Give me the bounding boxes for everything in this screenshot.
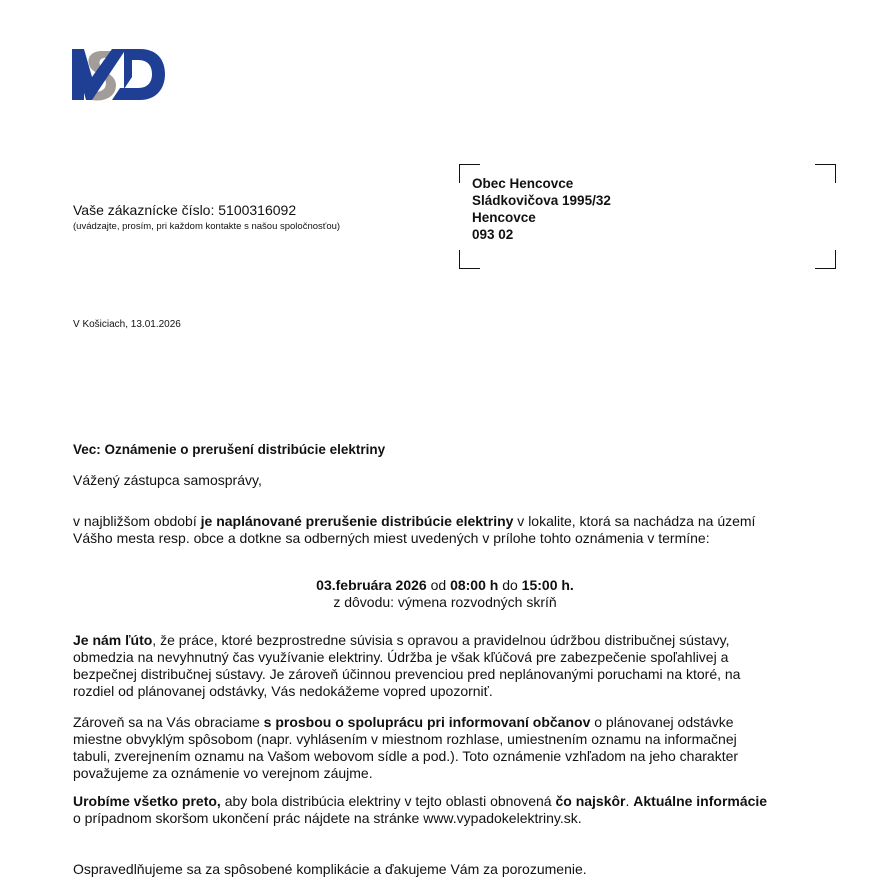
text: v najbližšom období xyxy=(73,513,201,529)
text: od xyxy=(426,577,451,593)
recipient-city: Hencovce xyxy=(472,210,536,225)
text: o prípadnom skoršom ukončení prác nájdete na stránke xyxy=(73,810,424,826)
paragraph-restoration xyxy=(73,793,773,827)
closing-line: Ospravedlňujeme sa za spôsobené komplikácie a ďakujeme Vám za porozumenie. xyxy=(73,861,587,877)
vsd-logo xyxy=(72,47,166,102)
text: . xyxy=(625,793,634,809)
customer-number-note: (uvádzajte, prosím, pri každom kontakte s našou spoločnosťou) xyxy=(73,221,341,232)
outage-start: 08:00 h xyxy=(450,577,499,593)
text: aby bola distribúcia elektriny v tejto oblasti obnovená xyxy=(220,793,556,809)
letter-date: V Košiciach, 13.01.2026 xyxy=(73,319,181,330)
paragraph-intro xyxy=(73,513,773,547)
website-link[interactable]: www.vypadokelektriny.sk xyxy=(423,810,578,826)
text: o plánovanej odstávke miestne obvyklým spôsobom (napr. vyhlásením v miestnom rozhlase, umiestnením oznamu na informačnej tabuli, zverejnením oznamu na Vašom webovom sídle a pod.). Toto oznámenie vzhľadom na jeho charakter považujeme za oznámenie vo verejnom záujme. xyxy=(73,714,739,781)
recipient-address-window xyxy=(459,164,836,269)
outage-date: 03.februára 2026 xyxy=(316,577,427,593)
customer-number-label: Vaše zákaznícke číslo: xyxy=(73,202,219,218)
text: v lokalite, ktorá sa nachádza na území Vášho mesta resp. obce a dotkne sa odberných miest uvedených v prílohe tohto oznámenia v termíne: xyxy=(73,513,756,546)
text: do xyxy=(498,577,522,593)
outage-reason: z dôvodu: výmena rozvodných skríň xyxy=(333,594,557,610)
letter-subject: Vec: Oznámenie o prerušení distribúcie elektriny xyxy=(73,442,386,457)
emphasis: Je nám ľúto xyxy=(73,632,153,648)
emphasis: s prosbou o spoluprácu pri informovaní občanov xyxy=(263,714,591,730)
text: . xyxy=(577,810,582,826)
corner-mark xyxy=(815,250,836,269)
outage-time-line xyxy=(73,577,817,594)
paragraph-apology xyxy=(73,632,773,700)
outage-details xyxy=(73,577,817,611)
recipient-street: Sládkovičova 1995/32 xyxy=(472,193,611,208)
text: , že práce, ktoré bezprostredne súvisia s opravou a pravidelnou údržbou distribučnej sústavy, obmedzia na nevyhnutný čas využívanie elektriny. Údržba je však kľúčová pre zabezpečenie spoľahlivej a bezpečnej distribučnej sústavy. Je zároveň účinnou prevenciou pred neplánovanými poruchami na ktoré, na rozdiel od plánovanej odstávky, Vás nedokážeme vopred upozorniť. xyxy=(73,632,741,699)
corner-mark xyxy=(459,250,480,269)
emphasis: Aktuálne informácie xyxy=(633,793,768,809)
corner-mark xyxy=(815,164,836,183)
recipient-zip: 093 02 xyxy=(472,227,514,242)
salutation: Vážený zástupca samosprávy, xyxy=(73,472,262,488)
vsd-logo-icon xyxy=(72,47,166,102)
emphasis: čo najskôr xyxy=(555,793,626,809)
outage-end: 15:00 h. xyxy=(521,577,574,593)
recipient-address xyxy=(472,175,611,243)
paragraph-cooperation xyxy=(73,714,773,782)
recipient-name: Obec Hencovce xyxy=(472,176,574,191)
emphasis: Urobíme všetko preto, xyxy=(73,793,221,809)
customer-number-line xyxy=(73,202,296,218)
text: Zároveň sa na Vás obraciame xyxy=(73,714,264,730)
emphasis: je naplánované prerušenie distribúcie elektriny xyxy=(200,513,514,529)
customer-number: 5100316092 xyxy=(218,202,297,218)
